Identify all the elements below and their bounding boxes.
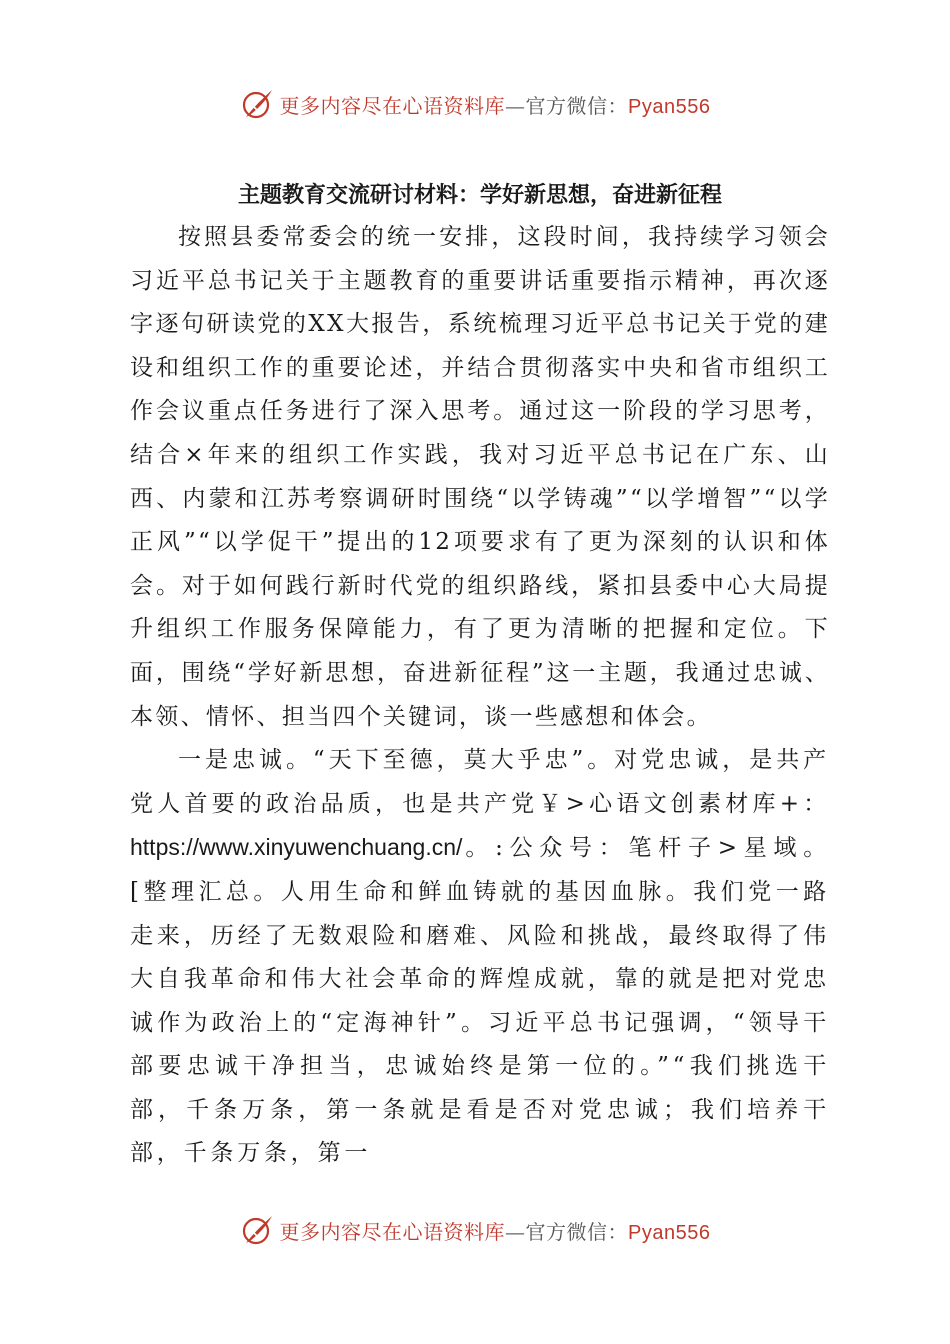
watermark-dash: — — [505, 1219, 526, 1244]
paragraph-loyalty-text-2: 。:公众号：笔杆子>星域。[整理汇总。人用生命和鲜血铸就的基因血脉。我们党一路走来，历经了无数艰险和磨难、风险和挑战，最终取得了伟大自我革命和伟大社会革命的辉煌成就，靠的就是把对党忠诚作为政治上的“定海神针”。习近平总书记强调，“领导干部要忠诚干净担当，忠诚始终是第一位的。”“我们挑选干部，千条万条，第一条就是看是否对党忠诚；我们培养干部，千条万条，第一 — [130, 835, 830, 1167]
watermark-content — [240, 87, 711, 121]
watermark-label: 官方微信： — [525, 93, 629, 118]
quill-pen-logo-icon — [240, 87, 274, 121]
watermark-wechat-id: Pyan556 — [628, 1221, 711, 1244]
watermark-dash: — — [505, 93, 526, 118]
paragraph-intro: 按照县委常委会的统一安排，这段时间，我持续学习领会习近平总书记关于主题教育的重要讲话重要指示精神，再次逐字逐句研读党的XX大报告，系统梳理习近平总书记关于党的建设和组织工作的重要论述，并结合贯彻落实中央和省市组织工作会议重点任务进行了深入思考。通过这一阶段的学习思考，结合×年来的组织工作实践，我对习近平总书记在广东、山西、内蒙和江苏考察调研时围绕“以学铸魂”“以学增智”“以学正风”“以学促干”提出的12项要求有了更为深刻的认识和体会。对于如何践行新时代党的组织路线，紧扣县委中心大局提升组织工作服务保障能力，有了更为清晰的把握和定位。下面，围绕“学好新思想，奋进新征程”这一主题，我通过忠诚、本领、情怀、担当四个关键词，谈一些感想和体会。 — [130, 224, 830, 730]
footer-watermark-banner — [0, 1210, 950, 1250]
document-body — [130, 176, 830, 1176]
document-title: 主题教育交流研讨材料：学好新思想，奋进新征程 — [237, 182, 722, 208]
watermark-wechat-id: Pyan556 — [628, 95, 711, 118]
watermark-library-text: 更多内容尽在心语资料库 — [279, 93, 506, 118]
source-url-link[interactable]: https://www.xinyuwenchuang.cn/ — [130, 834, 463, 861]
header-watermark-banner — [0, 84, 950, 124]
watermark-label: 官方微信： — [525, 1219, 629, 1244]
watermark-text — [280, 90, 711, 119]
watermark-text-footer — [280, 1216, 711, 1245]
paragraph-loyalty — [130, 739, 830, 1176]
quill-pen-logo-icon — [240, 1213, 274, 1247]
watermark-library-text: 更多内容尽在心语资料库 — [279, 1219, 506, 1244]
watermark-content-footer — [240, 1213, 711, 1247]
paragraph-loyalty-text-1: 一是忠诚。“天下至德，莫大乎忠”。对党忠诚，是共产党人首要的政治品质，也是共产党￥>心语文创素材库+： — [130, 747, 830, 817]
